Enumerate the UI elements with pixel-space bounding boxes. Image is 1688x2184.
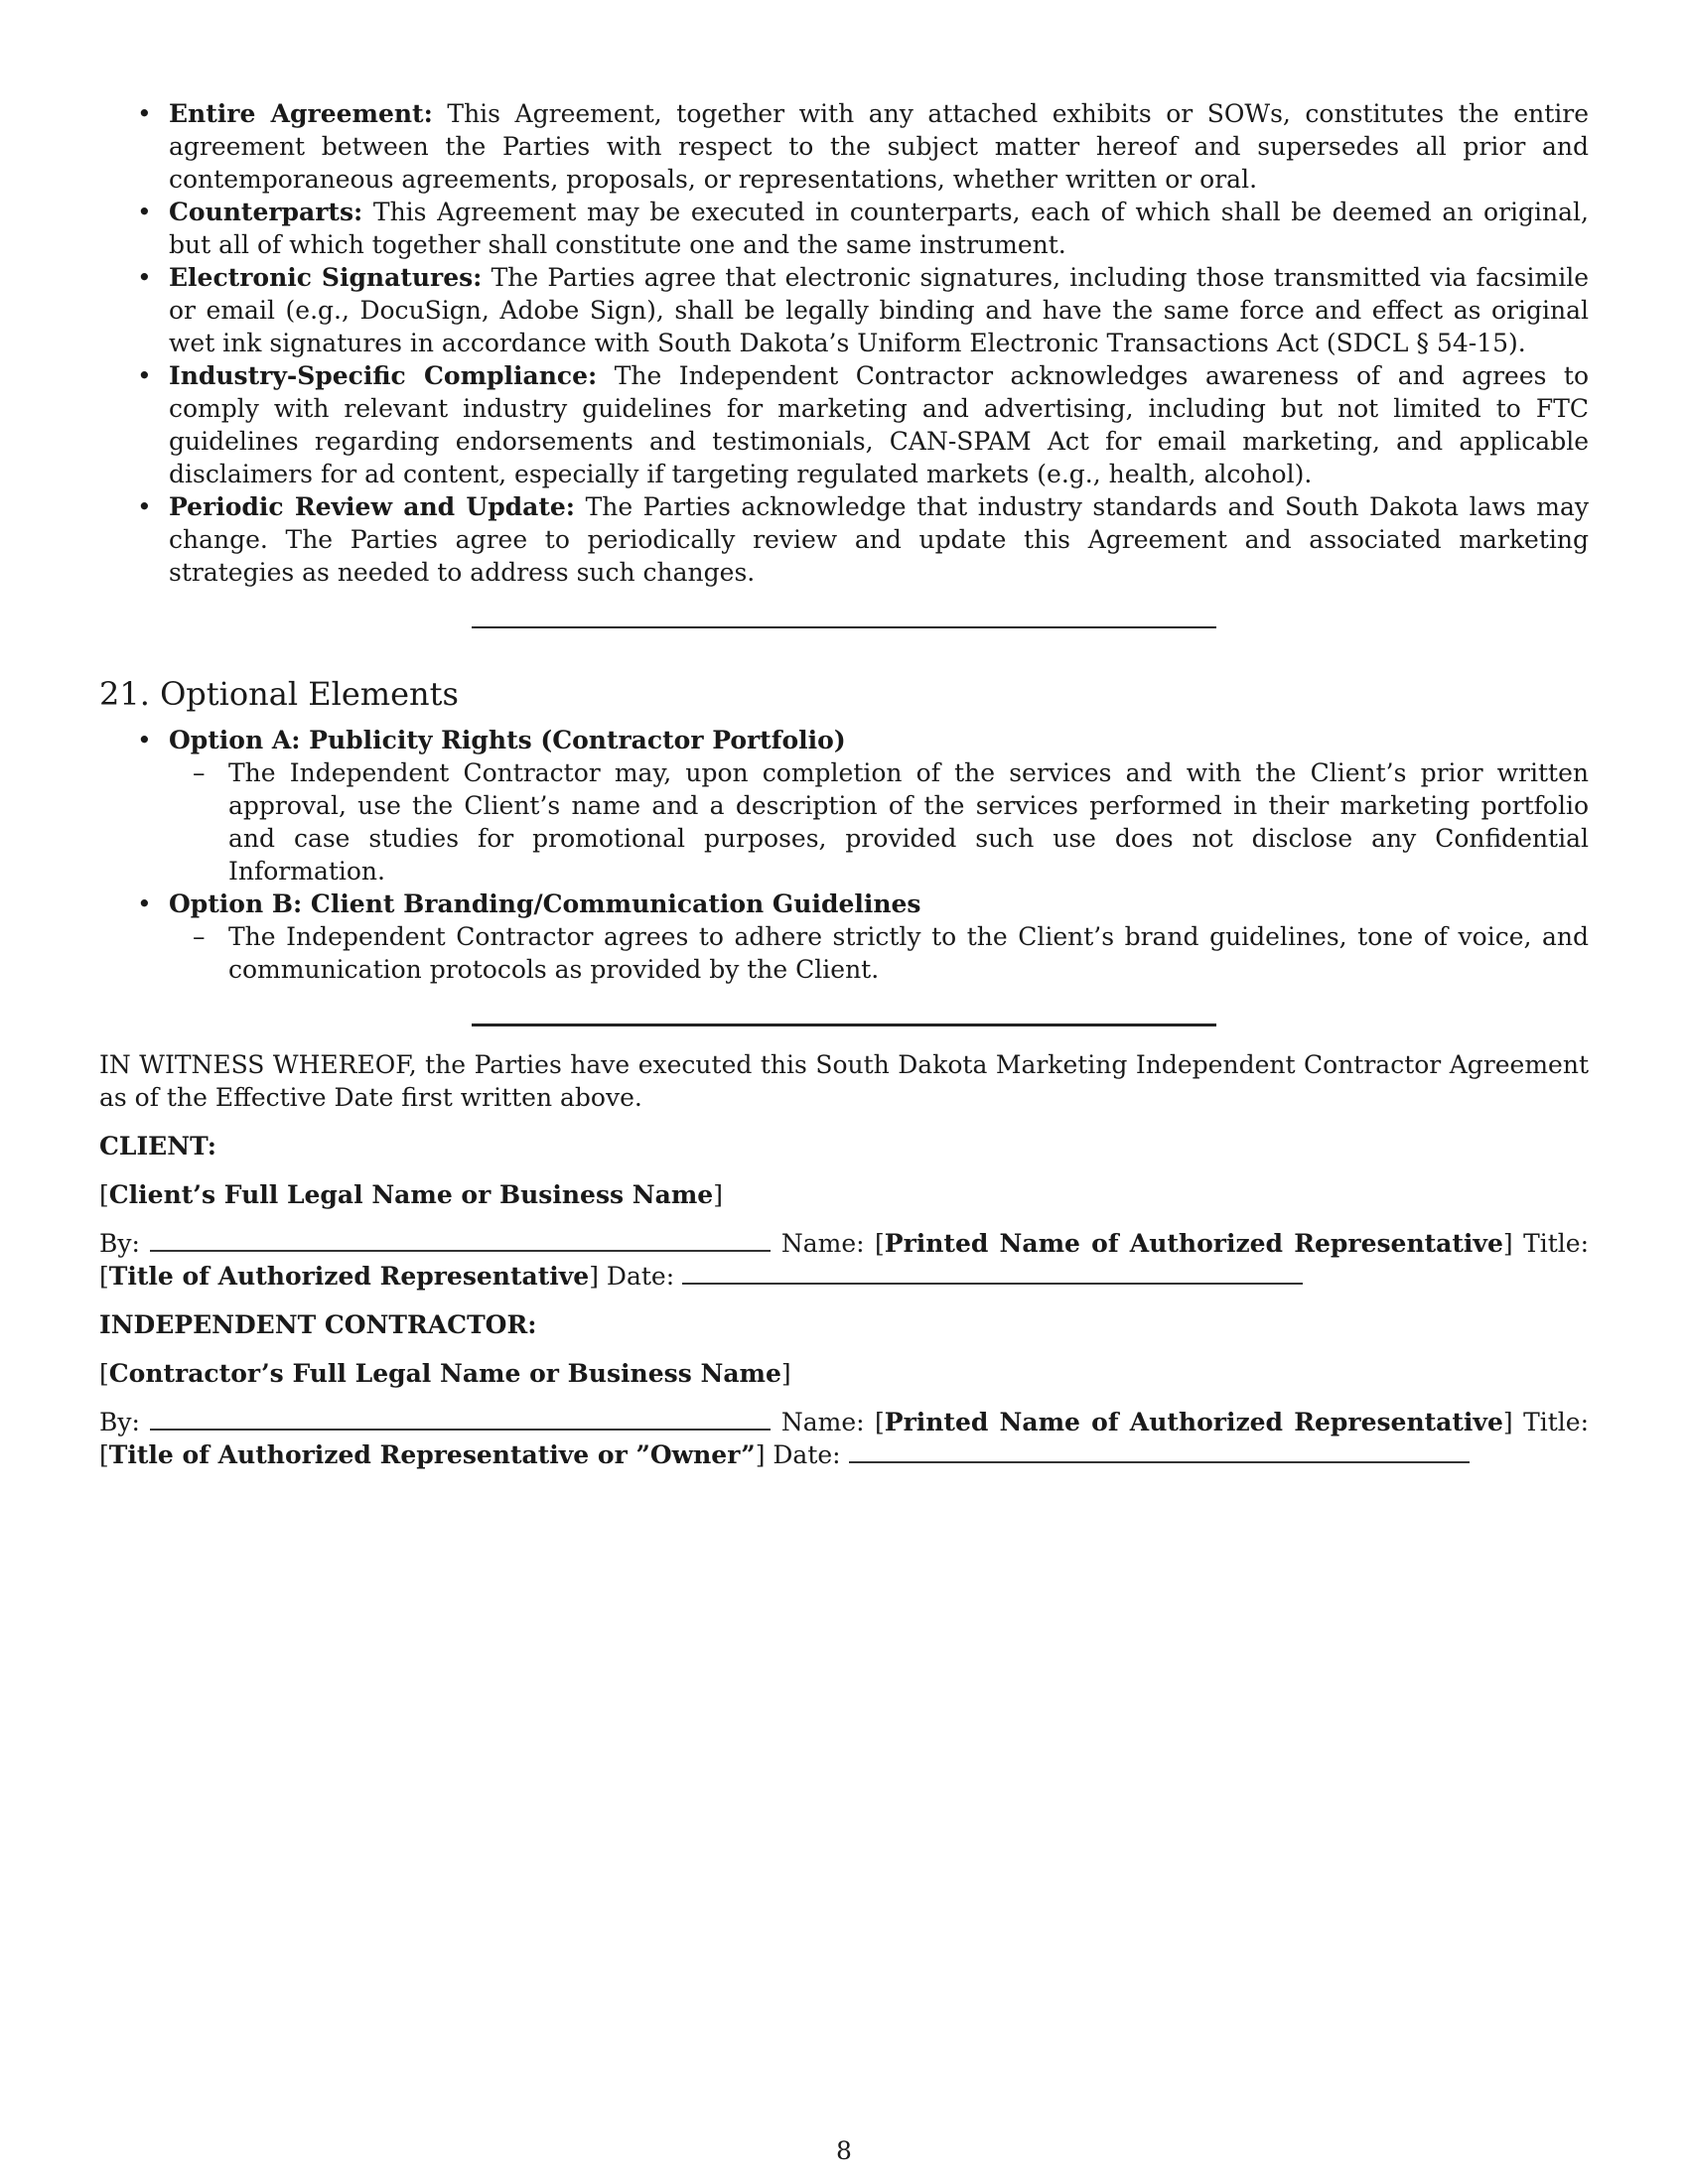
section-heading <box>99 674 1589 714</box>
list-item: – The Independent Contractor may, upon completion of the services and with the Client’s prior written approval, use the Client’s name and a description of the services performed in their marketing portfolio and case studies for promotional purposes, provided such use does not disclose any Confidential Information. <box>228 756 1589 887</box>
name-label: Name: <box>780 1408 865 1436</box>
title-label: Title: <box>1523 1229 1590 1258</box>
list-item <box>169 97 1589 196</box>
client-heading: CLIENT: <box>99 1132 217 1160</box>
by-label: By: <box>99 1229 140 1258</box>
list-item <box>169 261 1589 359</box>
date-line[interactable] <box>682 1261 1303 1285</box>
clause-text: The Parties acknowledge that industry standards and South Dakota laws may change. The Parties agree to periodically review and update this Agreement and associated marketing strategies as needed to address such changes. <box>169 492 1589 587</box>
date-label: Date: <box>606 1262 675 1291</box>
clause-text: The Independent Contractor acknowledges awareness of and agrees to comply with relevant industry guidelines for marketing and advertising, including but not limited to FTC guidelines regarding endorsements and testimonials, CAN-SPAM Act for email marketing, and applicable disclaimers for ad content, especially if targeting regulated markets (e.g., health, alcohol). <box>169 361 1590 488</box>
contractor-heading: INDEPENDENT CONTRACTOR: <box>99 1310 537 1339</box>
horizontal-rule <box>472 1024 1216 1026</box>
clause-label: Counterparts: <box>169 198 363 226</box>
contractor-signature-block: By: Name: [Printed Name of Authorized Representative] Title: [Title of Authorized Representative or ”Owner”] Date: <box>99 1408 1590 1469</box>
date-label: Date: <box>773 1440 841 1469</box>
option-sublist <box>169 756 1589 887</box>
list-item <box>169 359 1589 490</box>
page-number: 8 <box>836 2136 852 2165</box>
signature-line[interactable] <box>150 1407 771 1431</box>
clause-text: This Agreement, together with any attached exhibits or SOWs, constitutes the entire agreement between the Parties with respect to the subject matter hereof and supersedes all prior and contemporaneous agreements, proposals, or representations, whether written or oral. <box>169 99 1589 194</box>
name-placeholder: Printed Name of Authorized Representative <box>884 1229 1503 1258</box>
date-line[interactable] <box>849 1439 1470 1463</box>
section-number: 21. <box>99 675 150 713</box>
list-item <box>169 196 1589 261</box>
clause-label: Periodic Review and Update: <box>169 492 576 521</box>
section-title: Optional Elements <box>160 675 459 713</box>
list-item <box>169 490 1589 589</box>
client-name-line: [Client’s Full Legal Name or Business Name] <box>99 1180 723 1209</box>
clause-text: This Agreement may be executed in counterparts, each of which shall be deemed an original, but all of which together shall constitute one and the same instrument. <box>169 198 1589 259</box>
list-item <box>169 887 1589 986</box>
title-placeholder: Title of Authorized Representative <box>108 1262 590 1291</box>
document-page <box>99 97 1589 1471</box>
name-placeholder: Printed Name of Authorized Representative <box>884 1408 1503 1436</box>
option-label: Option A: Publicity Rights (Contractor Portfolio) <box>169 726 846 754</box>
list-item <box>169 724 1589 887</box>
clause-label: Industry-Specific Compliance: <box>169 361 598 390</box>
clause-text: The Parties agree that electronic signatures, including those transmitted via facsimile or email (e.g., DocuSign, Adobe Sign), shall be legally binding and have the same force and effect as original wet ink signatures in accordance with South Dakota’s Uniform Electronic Transactions Act (SDCL § 54-15). <box>169 263 1589 357</box>
list-item: – The Independent Contractor agrees to adhere strictly to the Client’s brand guidelines, tone of voice, and communication protocols as provided by the Client. <box>228 920 1589 986</box>
name-label: Name: <box>780 1229 865 1258</box>
option-sublist <box>169 920 1589 986</box>
client-signature-block: By: Name: [Printed Name of Authorized Representative] Title: [Title of Authorized Representative] Date: <box>99 1229 1590 1291</box>
signature-line[interactable] <box>150 1228 771 1252</box>
options-list <box>99 724 1589 986</box>
option-label: Option B: Client Branding/Communication Guidelines <box>169 889 921 918</box>
by-label: By: <box>99 1408 140 1436</box>
title-label: Title: <box>1523 1408 1590 1436</box>
contractor-name-line: [Contractor’s Full Legal Name or Business Name] <box>99 1359 791 1388</box>
title-placeholder: Title of Authorized Representative or ”Owner” <box>108 1440 756 1469</box>
clause-label: Entire Agreement: <box>169 99 433 128</box>
horizontal-rule <box>472 626 1216 628</box>
clause-list <box>99 97 1589 589</box>
witness-paragraph: IN WITNESS WHEREOF, the Parties have executed this South Dakota Marketing Independent Contractor Agreement as of the Effective Date first written above. <box>99 1050 1589 1112</box>
clause-label: Electronic Signatures: <box>169 263 483 292</box>
